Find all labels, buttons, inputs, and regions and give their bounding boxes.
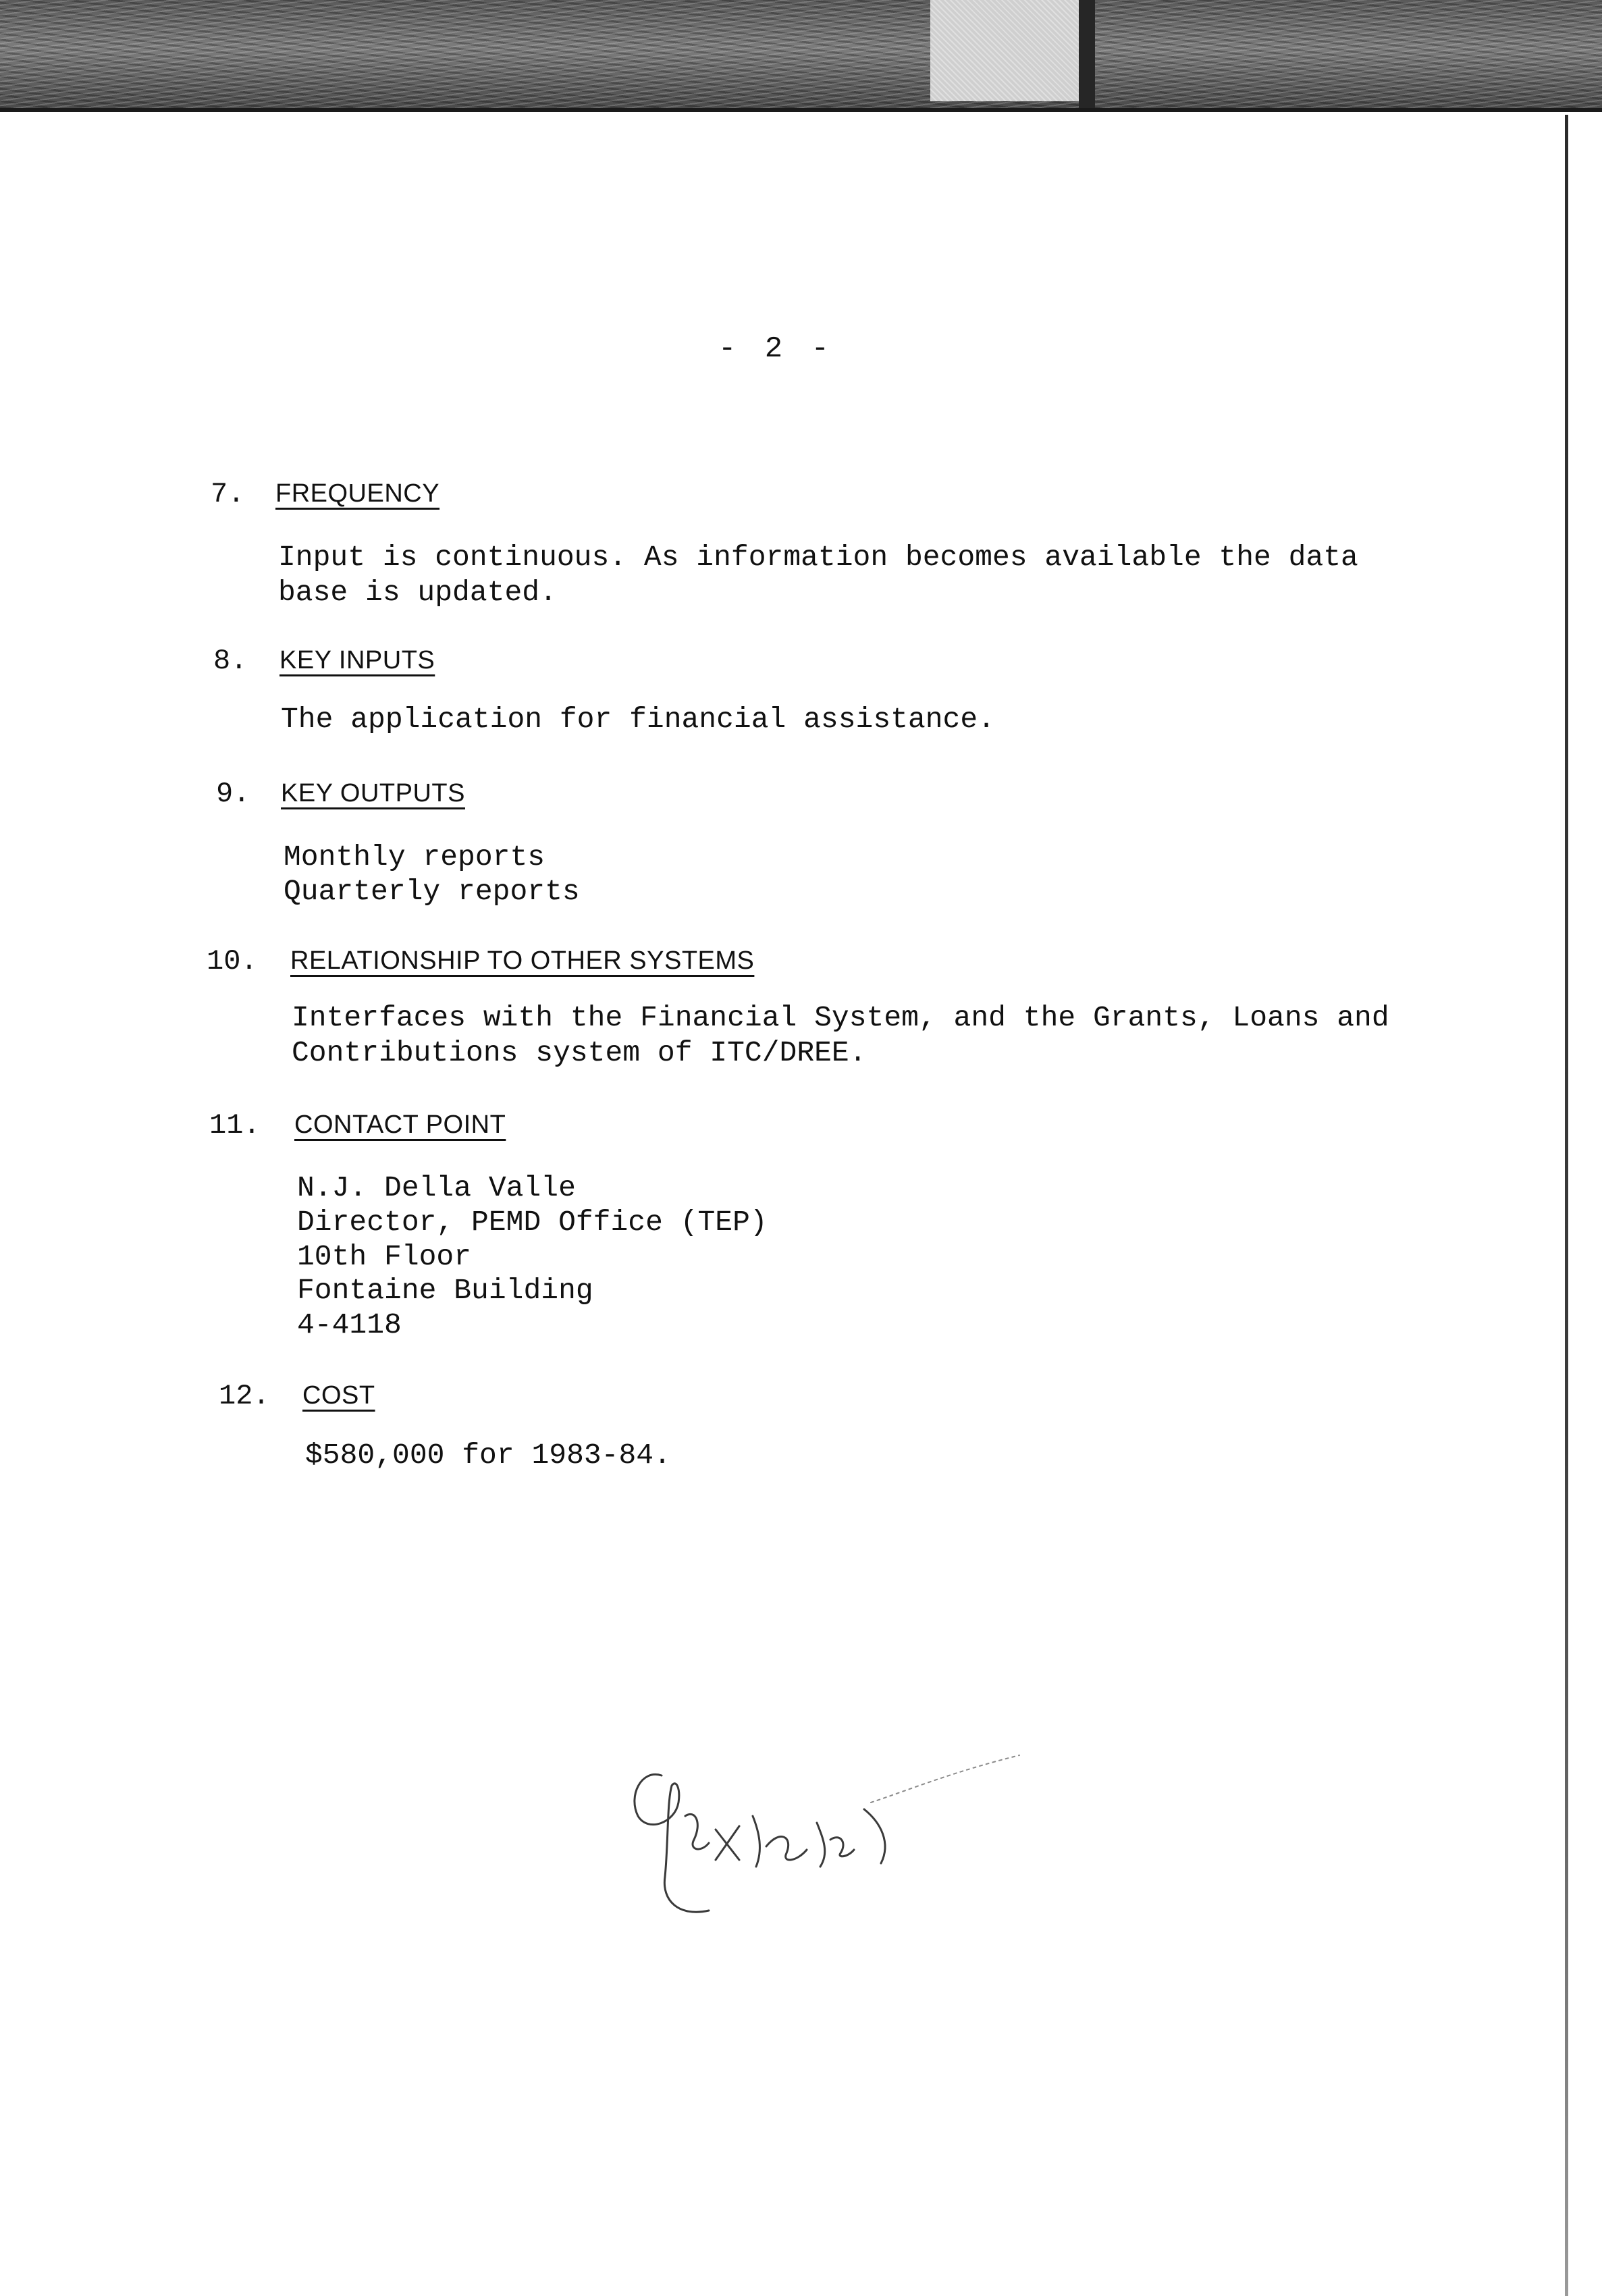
body-line: Interfaces with the Financial System, and the Grants, Loans and (292, 1001, 1389, 1034)
body-line: Monthly reports (284, 840, 545, 874)
scan-border-patch (930, 0, 1079, 101)
page-edge-shadow (1565, 115, 1568, 2296)
section-title: CONTACT POINT (294, 1111, 506, 1139)
body-line: base is updated. (278, 576, 557, 609)
section-title: KEY INPUTS (279, 646, 435, 674)
section-heading-frequency (211, 478, 439, 510)
body-line: Input is continuous. As information becomes available the data (278, 541, 1358, 574)
section-number: 8. (213, 645, 248, 677)
handwritten-signature (614, 1715, 1033, 1971)
section-heading-key-outputs (216, 778, 465, 810)
section-title: FREQUENCY (275, 479, 440, 508)
scan-border-top (0, 0, 1602, 112)
section-number: 9. (216, 778, 250, 810)
section-title: COST (302, 1381, 375, 1410)
body-line: 4-4118 (297, 1308, 402, 1341)
section-heading-key-inputs (213, 645, 435, 677)
body-line: $580,000 for 1983-84. (305, 1439, 671, 1472)
body-line: Contributions system of ITC/DREE. (292, 1036, 867, 1069)
section-number: 7. (211, 478, 245, 510)
scan-border-patch-edge (1079, 0, 1095, 108)
body-line: N.J. Della Valle (297, 1171, 576, 1204)
body-line: Director, PEMD Office (TEP) (297, 1206, 768, 1239)
section-number: 11. (209, 1109, 261, 1142)
page-number: - 2 - (718, 332, 835, 366)
body-line: Fontaine Building (297, 1274, 593, 1307)
body-line: Quarterly reports (284, 875, 580, 908)
body-line: 10th Floor (297, 1240, 472, 1273)
section-heading-relationship (207, 945, 754, 978)
section-number: 10. (207, 945, 258, 978)
section-heading-contact-point (209, 1109, 506, 1142)
section-title: KEY OUTPUTS (281, 779, 465, 807)
section-title: RELATIONSHIP TO OTHER SYSTEMS (290, 946, 755, 975)
section-heading-cost (219, 1380, 375, 1412)
section-number: 12. (219, 1380, 270, 1412)
body-line: The application for financial assistance. (281, 703, 995, 736)
